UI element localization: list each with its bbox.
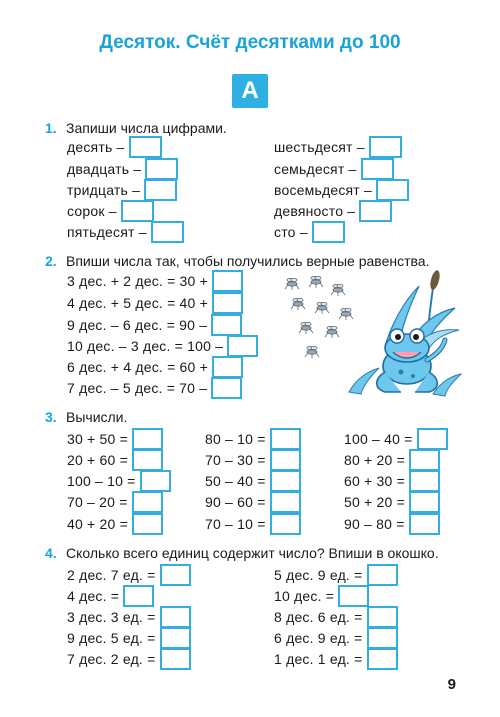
answer-box[interactable] <box>270 449 301 471</box>
answer-box[interactable] <box>376 179 409 201</box>
equation-text: 10 дес. – 3 дес. = 100 – <box>67 338 224 354</box>
task1-item <box>274 221 345 243</box>
units-row <box>67 606 191 628</box>
task4-number: 4. <box>45 545 57 561</box>
task1-label: тридцать – <box>67 182 141 198</box>
calc-text: 70 – 10 = <box>205 516 266 532</box>
answer-box[interactable] <box>338 585 369 607</box>
equation-text: 9 дес. – 6 дес. = 90 – <box>67 317 208 333</box>
calc-text: 90 – 80 = <box>344 516 405 532</box>
calc-text: 50 – 40 = <box>205 473 266 489</box>
answer-box[interactable] <box>123 585 154 607</box>
answer-box[interactable] <box>367 606 398 628</box>
equation-row <box>67 314 242 336</box>
answer-box[interactable] <box>212 356 243 378</box>
answer-box[interactable] <box>361 158 394 180</box>
answer-box[interactable] <box>151 221 184 243</box>
answer-box[interactable] <box>417 428 448 450</box>
page-number: 9 <box>447 676 456 693</box>
frog-illustration <box>345 268 465 400</box>
task1-label: шестьдесят – <box>274 139 365 155</box>
calc-row <box>205 449 301 471</box>
task3-number: 3. <box>45 409 57 425</box>
units-row <box>67 585 154 607</box>
calc-row <box>344 449 440 471</box>
units-row <box>67 648 191 670</box>
task1-label: семьдесят – <box>274 161 357 177</box>
calc-row <box>205 513 301 535</box>
answer-box[interactable] <box>160 648 191 670</box>
calc-row <box>67 491 163 513</box>
answer-box[interactable] <box>211 314 242 336</box>
units-row <box>274 585 369 607</box>
answer-box[interactable] <box>212 292 243 314</box>
calc-text: 100 – 10 = <box>67 473 136 489</box>
task1-label: девяносто – <box>274 203 356 219</box>
answer-box[interactable] <box>227 335 258 357</box>
equation-row <box>67 270 243 292</box>
task1-item <box>274 136 402 158</box>
task1-item <box>67 200 154 222</box>
answer-box[interactable] <box>369 136 402 158</box>
task1-label: восемьдесят – <box>274 182 372 198</box>
equation-text: 7 дес. – 5 дес. = 70 – <box>67 380 208 396</box>
answer-box[interactable] <box>367 564 398 586</box>
units-row <box>274 606 398 628</box>
answer-box[interactable] <box>132 491 163 513</box>
calc-row <box>67 513 163 535</box>
task1-item <box>67 179 177 201</box>
calc-text: 80 + 20 = <box>344 452 405 468</box>
answer-box[interactable] <box>409 513 440 535</box>
units-row <box>274 627 398 649</box>
answer-box[interactable] <box>270 513 301 535</box>
answer-box[interactable] <box>367 627 398 649</box>
task1-label: пятьдесят – <box>67 224 147 240</box>
units-text: 5 дес. 9 ед. = <box>274 567 363 583</box>
answer-box[interactable] <box>132 428 163 450</box>
task1-instruction: Запиши числа цифрами. <box>66 120 227 136</box>
task1-label: сто – <box>274 224 308 240</box>
answer-box[interactable] <box>270 470 301 492</box>
calc-text: 70 – 30 = <box>205 452 266 468</box>
task2-number: 2. <box>45 253 57 269</box>
answer-box[interactable] <box>270 491 301 513</box>
units-text: 10 дес. = <box>274 588 335 604</box>
calc-row <box>205 470 301 492</box>
task1-item <box>67 136 162 158</box>
equation-text: 3 дес. + 2 дес. = 30 + <box>67 273 208 289</box>
units-text: 4 дес. = <box>67 588 120 604</box>
calc-text: 60 + 30 = <box>344 473 405 489</box>
task1-label: двадцать – <box>67 161 142 177</box>
answer-box[interactable] <box>160 627 191 649</box>
units-row <box>274 648 398 670</box>
calc-row <box>67 428 163 450</box>
equation-row <box>67 377 242 399</box>
task1-label: сорок – <box>67 203 117 219</box>
units-text: 2 дес. 7 ед. = <box>67 567 156 583</box>
task1-label: десять – <box>67 139 125 155</box>
calc-text: 30 + 50 = <box>67 431 128 447</box>
calc-text: 50 + 20 = <box>344 494 405 510</box>
calc-row <box>67 449 163 471</box>
equation-text: 6 дес. + 4 дес. = 60 + <box>67 359 208 375</box>
answer-box[interactable] <box>409 470 440 492</box>
calc-row <box>67 470 171 492</box>
calc-text: 90 – 60 = <box>205 494 266 510</box>
task4-instruction: Сколько всего единиц содержит число? Впиши в окошко. <box>66 545 439 561</box>
task1-item <box>274 158 394 180</box>
answer-box[interactable] <box>145 158 178 180</box>
units-row <box>67 627 191 649</box>
task1-number: 1. <box>45 120 57 136</box>
units-text: 6 дес. 9 ед. = <box>274 630 363 646</box>
task1-item <box>67 158 178 180</box>
answer-box[interactable] <box>312 221 345 243</box>
units-text: 7 дес. 2 ед. = <box>67 651 156 667</box>
task1-item <box>274 200 392 222</box>
calc-row <box>344 491 440 513</box>
units-text: 1 дес. 1 ед. = <box>274 651 363 667</box>
answer-box[interactable] <box>144 179 177 201</box>
calc-row <box>344 513 440 535</box>
calc-text: 100 – 40 = <box>344 431 413 447</box>
units-text: 8 дес. 6 ед. = <box>274 609 363 625</box>
answer-box[interactable] <box>121 200 154 222</box>
answer-box[interactable] <box>160 606 191 628</box>
task3-instruction: Вычисли. <box>66 409 128 425</box>
task1-item <box>274 179 409 201</box>
units-row <box>67 564 191 586</box>
equation-row <box>67 335 258 357</box>
calc-row <box>344 428 448 450</box>
calc-text: 80 – 10 = <box>205 431 266 447</box>
answer-box[interactable] <box>359 200 392 222</box>
calc-text: 20 + 60 = <box>67 452 128 468</box>
answer-box[interactable] <box>129 136 162 158</box>
calc-text: 70 – 20 = <box>67 494 128 510</box>
answer-box[interactable] <box>140 470 171 492</box>
answer-box[interactable] <box>160 564 191 586</box>
calc-row <box>205 491 301 513</box>
answer-box[interactable] <box>132 513 163 535</box>
units-text: 3 дес. 3 ед. = <box>67 609 156 625</box>
answer-box[interactable] <box>212 270 243 292</box>
equation-row <box>67 356 243 378</box>
level-badge: A <box>232 74 268 108</box>
equation-row <box>67 292 243 314</box>
calc-text: 40 + 20 = <box>67 516 128 532</box>
answer-box[interactable] <box>211 377 242 399</box>
task2-instruction: Впиши числа так, чтобы получились верные равенства. <box>66 253 430 269</box>
units-text: 9 дес. 5 ед. = <box>67 630 156 646</box>
units-row <box>274 564 398 586</box>
answer-box[interactable] <box>270 428 301 450</box>
calc-row <box>344 470 440 492</box>
answer-box[interactable] <box>409 491 440 513</box>
equation-text: 4 дес. + 5 дес. = 40 + <box>67 295 208 311</box>
answer-box[interactable] <box>367 648 398 670</box>
calc-row <box>205 428 301 450</box>
page-title: Десяток. Счёт десятками до 100 <box>99 32 401 53</box>
task1-item <box>67 221 184 243</box>
answer-box[interactable] <box>409 449 440 471</box>
answer-box[interactable] <box>132 449 163 471</box>
